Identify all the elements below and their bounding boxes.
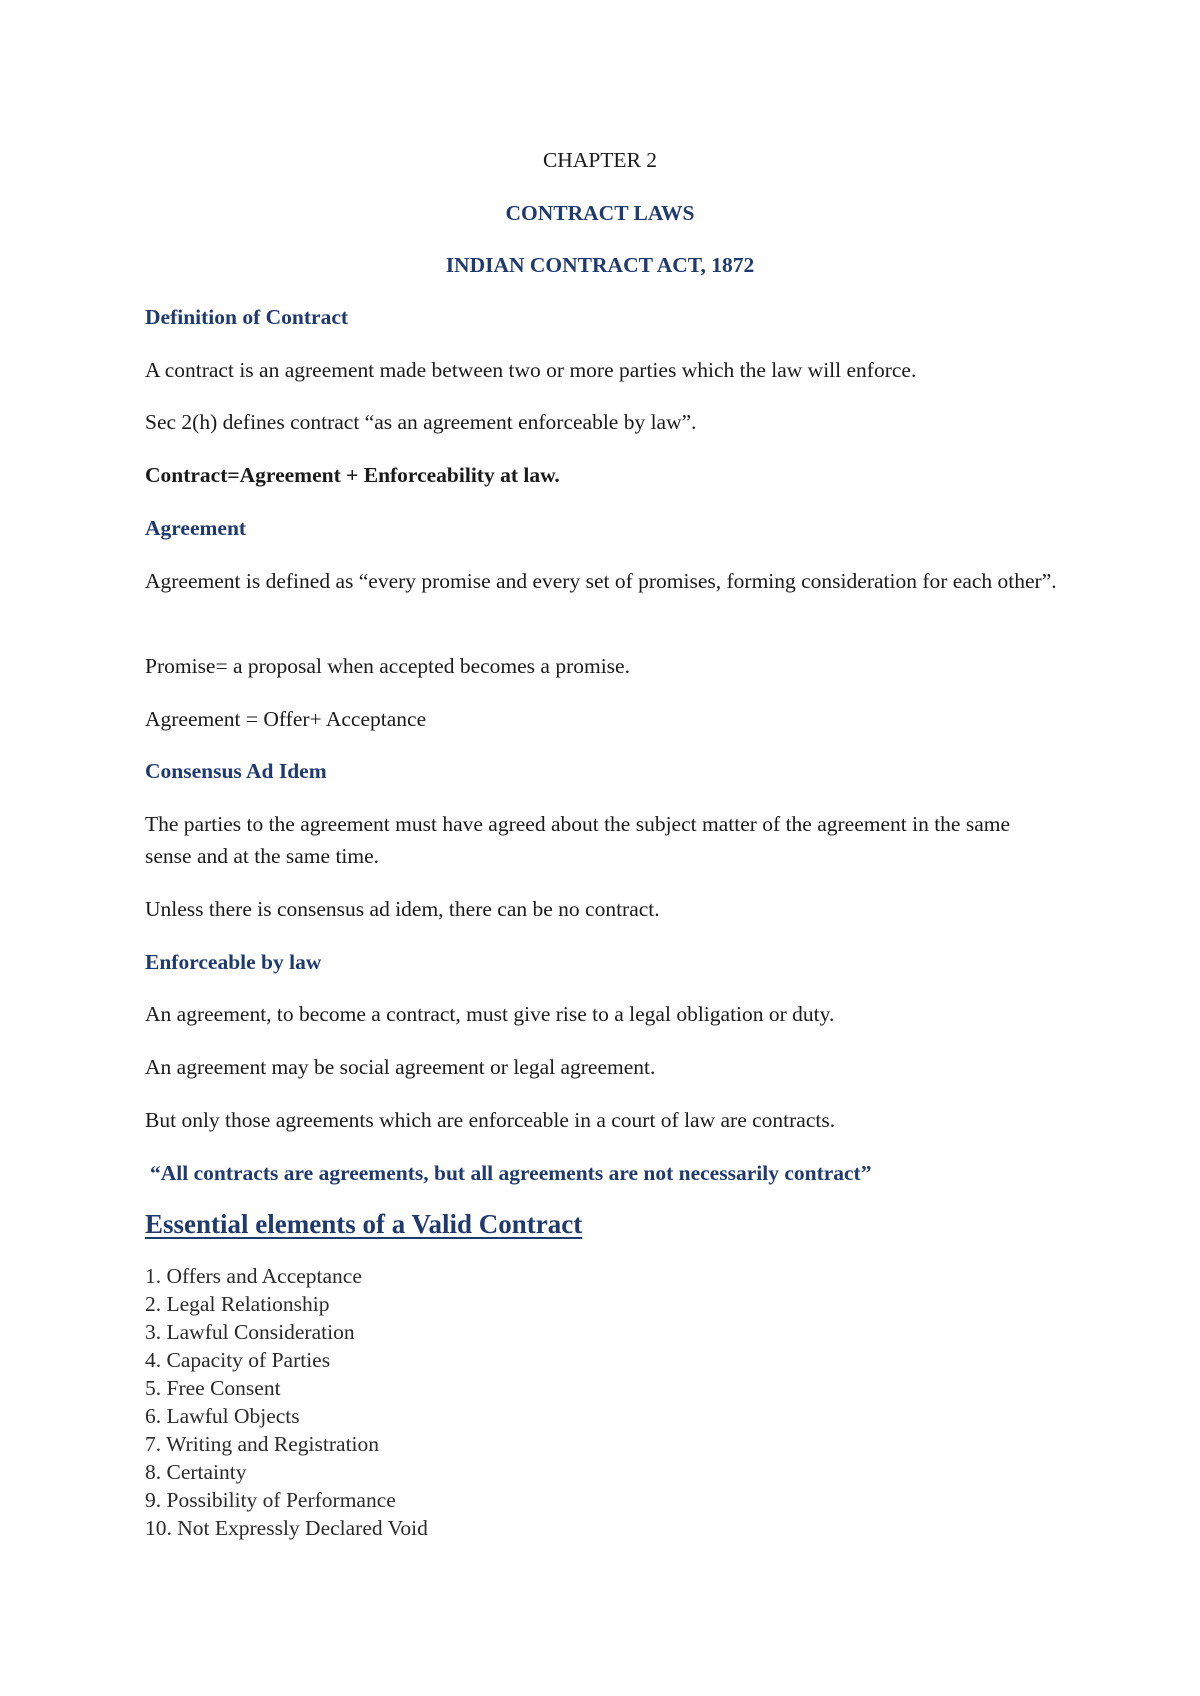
contract-formula: Contract=Agreement + Enforceability at law.	[145, 463, 560, 487]
list-item: 8. Certainty	[145, 1460, 247, 1484]
list-item: 4. Capacity of Parties	[145, 1348, 331, 1372]
document-title: CONTRACT LAWS	[505, 201, 695, 225]
definition-paragraph-2: Sec 2(h) defines contract “as an agreement enforceable by law”.	[145, 410, 697, 434]
list-item: 1. Offers and Acceptance	[145, 1264, 362, 1288]
agreement-paragraph-3: Agreement = Offer+ Acceptance	[145, 707, 427, 731]
enforceable-paragraph-3: But only those agreements which are enforceable in a court of law are contracts.	[145, 1108, 836, 1132]
enforceable-heading: Enforceable by law	[145, 950, 322, 974]
chapter-label: CHAPTER 2	[542, 148, 658, 172]
list-item: 5. Free Consent	[145, 1376, 281, 1400]
key-quote: “All contracts are agreements, but all agreements are not necessarily contract”	[150, 1161, 872, 1185]
agreement-paragraph-1: Agreement is defined as “every promise and every set of promises, forming consideration for each other”.	[145, 569, 1057, 593]
agreement-heading: Agreement	[145, 516, 247, 540]
list-item: 6. Lawful Objects	[145, 1404, 300, 1428]
document-subtitle: INDIAN CONTRACT ACT, 1872	[445, 253, 755, 277]
list-item: 3. Lawful Consideration	[145, 1320, 355, 1344]
list-item: 7. Writing and Registration	[145, 1432, 380, 1456]
essential-elements-list	[145, 1262, 428, 1542]
definition-paragraph-1: A contract is an agreement made between two or more parties which the law will enforce.	[145, 358, 917, 382]
list-item: 2. Legal Relationship	[145, 1292, 330, 1316]
consensus-paragraph-2: Unless there is consensus ad idem, there can be no contract.	[145, 897, 660, 921]
enforceable-paragraph-1: An agreement, to become a contract, must give rise to a legal obligation or duty.	[145, 1002, 835, 1026]
list-item: 10. Not Expressly Declared Void	[145, 1516, 428, 1540]
list-item: 9. Possibility of Performance	[145, 1488, 396, 1512]
consensus-heading: Consensus Ad Idem	[145, 759, 327, 783]
consensus-paragraph-1: The parties to the agreement must have agreed about the subject matter of the agreement in the same sense and at the same time.	[145, 812, 1011, 868]
enforceable-paragraph-2: An agreement may be social agreement or legal agreement.	[145, 1055, 656, 1079]
agreement-paragraph-2: Promise= a proposal when accepted becomes a promise.	[145, 654, 630, 678]
definition-heading: Definition of Contract	[145, 305, 349, 329]
essential-elements-heading: Essential elements of a Valid Contract	[145, 1209, 583, 1239]
